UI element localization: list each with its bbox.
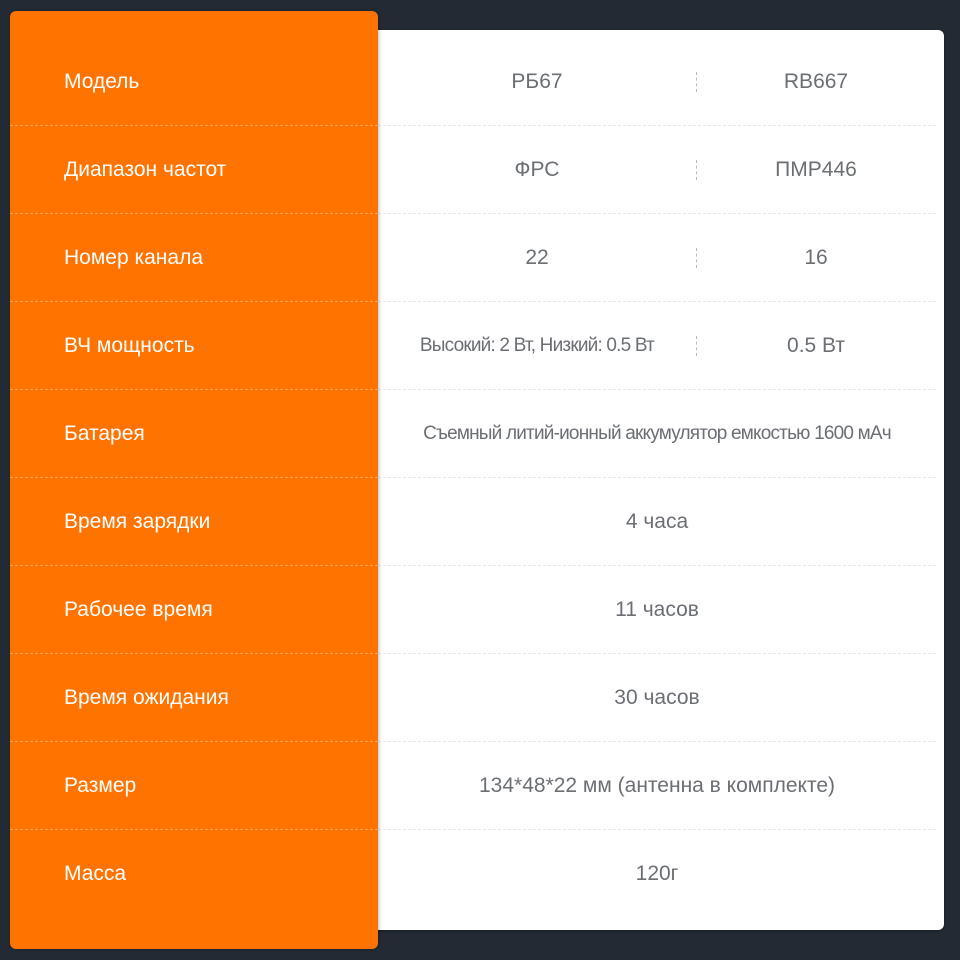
spec-row-size	[378, 742, 936, 830]
spec-label-weight: Масса	[64, 862, 127, 885]
spec-value-rf-power-right: 0.5 Вт	[787, 333, 845, 357]
column-separator	[696, 336, 697, 356]
spec-value-model-right: RB667	[783, 69, 849, 93]
spec-value-frequency-right: ПМР446	[775, 157, 857, 181]
spec-row-frequency-range	[378, 126, 936, 214]
spec-value-channel-right: 16	[804, 245, 828, 269]
spec-row-channel-number	[378, 214, 936, 302]
spec-value-model-left: РБ67	[511, 69, 563, 93]
column-separator	[696, 72, 697, 92]
spec-value-standby-time: 30 часов	[614, 685, 700, 709]
spec-value-working-time: 11 часов	[615, 597, 699, 621]
spec-label-frequency-range: Диапазон частот	[10, 126, 378, 214]
spec-row-weight	[378, 830, 936, 918]
spec-row-rf-power	[378, 302, 936, 390]
spec-label-battery: Батарея	[10, 390, 378, 478]
column-separator	[696, 248, 697, 268]
spec-value-channel-left: 22	[525, 245, 549, 269]
spec-label-panel	[10, 11, 378, 949]
spec-label-channel-number: Номер канала	[10, 214, 378, 302]
spec-value-rf-power-left: Высокий: 2 Вт, Низкий: 0.5 Вт	[419, 334, 655, 356]
spec-row-model	[378, 38, 936, 126]
column-separator	[696, 160, 697, 180]
spec-value-weight: 120г	[635, 862, 679, 885]
spec-value-frequency-left: ФРС	[514, 157, 560, 181]
spec-row-standby-time	[378, 654, 936, 742]
spec-label-charging-time: Время зарядки	[10, 478, 378, 566]
spec-value-battery: Съемный литий-ионный аккумулятор емкостью 1600 мАч	[423, 422, 891, 444]
spec-value-size: 134*48*22 мм (антенна в комплекте)	[479, 773, 835, 797]
spec-value-charging-time: 4 часа	[625, 509, 689, 533]
spec-row-charging-time	[378, 478, 936, 566]
spec-label-rf-power: ВЧ мощность	[10, 302, 378, 390]
spec-label-model: Модель	[10, 38, 378, 126]
spec-label-working-time: Рабочее время	[10, 566, 378, 654]
spec-label-standby-time: Время ожидания	[10, 654, 378, 742]
spec-row-working-time	[378, 566, 936, 654]
spec-row-battery	[378, 390, 936, 478]
spec-label-size: Размер	[10, 742, 378, 830]
